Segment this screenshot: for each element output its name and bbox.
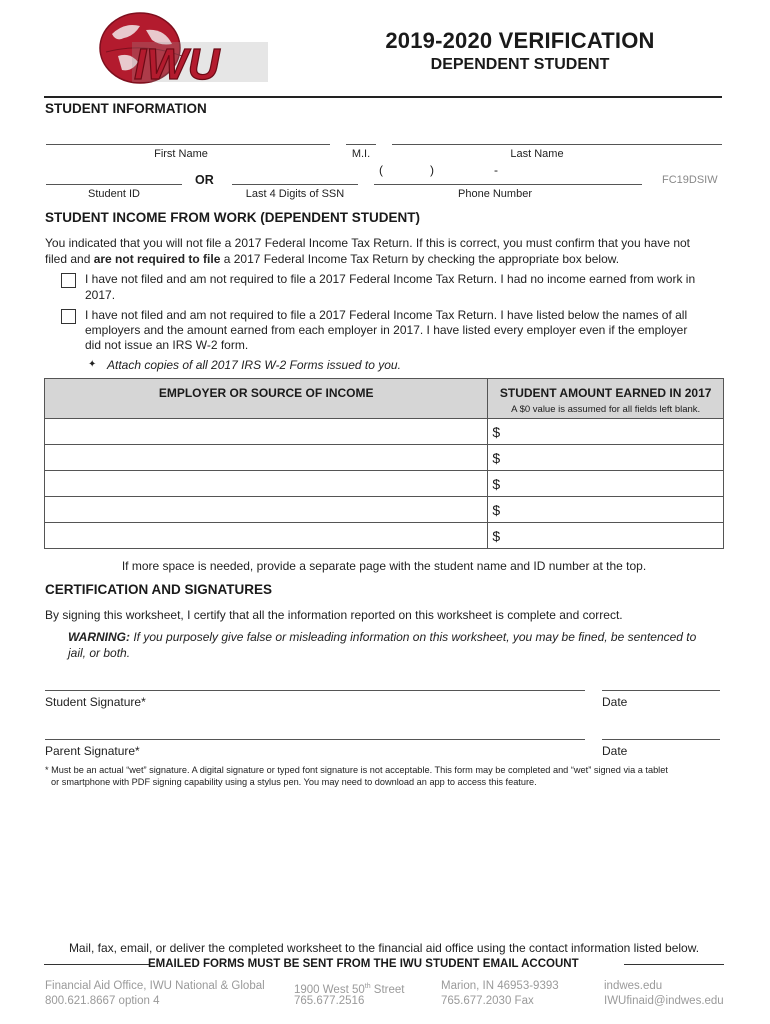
emailed-forms-notice: EMAILED FORMS MUST BE SENT FROM THE IWU STUDENT EMAIL ACCOUNT	[148, 958, 579, 970]
income-intro-line-1: You indicated that you will not file a 2017 Federal Income Tax Return. If this is correct, you must confirm that you have not	[45, 236, 691, 250]
footnote-line-2: or smartphone with PDF signing capability using a stylus pen. You may need to download an app to access this feature.	[51, 777, 537, 787]
amount-cell[interactable]: $	[488, 471, 724, 497]
employer-cell[interactable]	[45, 445, 488, 471]
option-1-line-1: I have not filed and am not required to file a 2017 Federal Income Tax Return. I had no income earned from work in	[85, 272, 696, 286]
no-income-checkbox[interactable]	[61, 273, 76, 288]
listed-employers-checkbox[interactable]	[61, 309, 76, 324]
warning-line-2: jail, or both.	[68, 646, 131, 660]
phone-dash: -	[494, 163, 498, 177]
delivery-instructions: Mail, fax, email, or deliver the completed worksheet to the financial aid office using the contact information listed below.	[68, 941, 700, 955]
option-2-line-2: employers and the amount earned from each employer in 2017. I have listed every employer even if the employer	[85, 323, 688, 337]
table-row	[45, 419, 724, 445]
ssn-field[interactable]	[232, 184, 358, 185]
amount-header-label: STUDENT AMOUNT EARNED IN 2017	[499, 386, 712, 400]
street-pre: 1900 West 50	[294, 983, 365, 996]
parent-date-label: Date	[602, 744, 628, 758]
phone-open-paren: (	[379, 163, 383, 177]
employer-cell[interactable]	[45, 523, 488, 549]
amount-header-note: A $0 value is assumed for all fields left blank.	[511, 404, 701, 415]
fax-number: 765.677.2030 Fax	[441, 995, 534, 1007]
income-intro-line-2	[45, 251, 735, 267]
first-name-field[interactable]	[46, 144, 330, 145]
employer-cell[interactable]	[45, 419, 488, 445]
bullet-icon: ✦	[88, 359, 97, 370]
or-label: OR	[195, 173, 214, 187]
mi-field[interactable]	[346, 144, 376, 145]
phone-close-paren: )	[430, 163, 434, 177]
amount-cell[interactable]: $	[488, 523, 724, 549]
form-code: FC19DSIW	[662, 174, 718, 186]
option-2-line-3: did not issue an IRS W-2 form.	[85, 338, 249, 352]
student-info-heading: STUDENT INFORMATION	[45, 101, 207, 116]
ssn-label: Last 4 Digits of SSN	[245, 188, 345, 200]
office-phone: 800.621.8667 option 4	[45, 995, 160, 1007]
warning-line-1	[68, 629, 696, 645]
student-id-label: Student ID	[88, 188, 140, 200]
main-phone: 765.677.2516	[294, 995, 365, 1007]
parent-date-field[interactable]	[602, 739, 720, 740]
last-name-field[interactable]	[392, 144, 722, 145]
table-row	[45, 471, 724, 497]
student-signature-field[interactable]	[45, 690, 585, 691]
intro-text-c: a 2017 Federal Income Tax Return by checking the appropriate box below.	[220, 252, 620, 266]
student-id-field[interactable]	[46, 184, 182, 185]
amount-column-header	[488, 379, 724, 419]
intro-text-a: filed and	[45, 252, 94, 266]
footer-rule-right	[624, 964, 724, 965]
employer-column-header: EMPLOYER OR SOURCE OF INCOME	[45, 379, 488, 419]
amount-cell[interactable]: $	[488, 497, 724, 523]
city-state-zip: Marion, IN 46953-9393	[441, 980, 559, 992]
intro-emphasis: are not required to file	[93, 252, 221, 266]
footer-rule-left	[44, 964, 150, 965]
student-signature-label: Student Signature*	[45, 695, 146, 709]
student-date-label: Date	[602, 695, 628, 709]
amount-cell[interactable]: $	[488, 419, 724, 445]
certification-statement: By signing this worksheet, I certify that all the information reported on this worksheet is complete and correct.	[45, 608, 623, 622]
parent-signature-field[interactable]	[45, 739, 585, 740]
table-row	[45, 523, 724, 549]
more-space-note: If more space is needed, provide a separate page with the student name and ID number at the top.	[121, 559, 647, 573]
table-row	[45, 445, 724, 471]
email-link[interactable]: IWUfinaid@indwes.edu	[604, 995, 724, 1007]
employer-cell[interactable]	[45, 471, 488, 497]
amount-cell[interactable]: $	[488, 445, 724, 471]
warning-label: WARNING:	[68, 630, 130, 644]
footnote-line-1: * Must be an actual “wet” signature. A digital signature or typed font signature is not acceptable. This form may be completed and “wet” signed via a tablet	[45, 765, 668, 775]
student-date-field[interactable]	[602, 690, 720, 691]
street-post: Street	[370, 983, 405, 996]
certification-heading: CERTIFICATION AND SIGNATURES	[45, 582, 272, 597]
employer-table	[44, 378, 724, 549]
warning-text: If you purposely give false or misleading information on this worksheet, you may be fined, be sentenced to	[130, 630, 697, 644]
option-1-line-2: 2017.	[85, 288, 116, 302]
income-heading: STUDENT INCOME FROM WORK (DEPENDENT STUDENT)	[45, 210, 420, 225]
street-sup: th	[364, 983, 371, 990]
form-subtitle: DEPENDENT STUDENT	[430, 56, 610, 73]
table-header-row	[45, 379, 724, 419]
website-link[interactable]: indwes.edu	[604, 980, 663, 992]
mi-label: M.I.	[351, 148, 371, 160]
attach-note: Attach copies of all 2017 IRS W-2 Forms issued to you.	[107, 358, 401, 372]
option-2-line-1: I have not filed and am not required to file a 2017 Federal Income Tax Return. I have listed below the names of all	[85, 308, 688, 322]
phone-label: Phone Number	[458, 188, 532, 200]
parent-signature-label: Parent Signature*	[45, 744, 140, 758]
table-row	[45, 497, 724, 523]
first-name-label: First Name	[154, 148, 208, 160]
svg-text:IWU: IWU	[134, 40, 220, 88]
form-title: 2019-2020 VERIFICATION	[385, 28, 655, 53]
phone-field[interactable]	[374, 184, 642, 185]
header-divider	[44, 96, 722, 98]
office-name: Financial Aid Office, IWU National & Global	[45, 980, 265, 992]
last-name-label: Last Name	[510, 148, 564, 160]
employer-cell[interactable]	[45, 497, 488, 523]
iwu-logo	[94, 12, 272, 88]
